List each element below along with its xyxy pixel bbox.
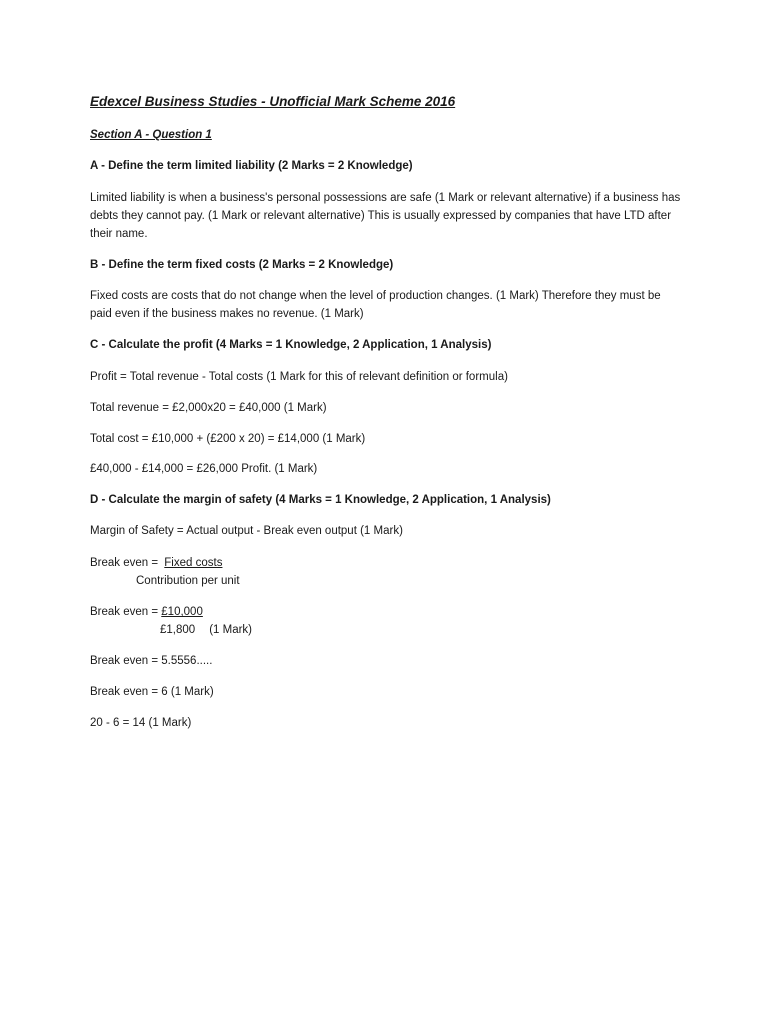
margin-of-safety-formula: Margin of Safety = Actual output - Break even output (1 Mark) <box>90 525 403 537</box>
question-c-line-4: £40,000 - £14,000 = £26,000 Profit. (1 Mark) <box>90 463 318 475</box>
break-even-formula <box>90 554 222 572</box>
break-even-prefix: Break even = <box>90 557 162 569</box>
question-c-line-1: Profit = Total revenue - Total costs (1 Mark for this of relevant definition or formula) <box>90 371 508 383</box>
question-c-line-3: Total cost = £10,000 + (£200 x 20) = £14,000 (1 Mark) <box>90 433 366 445</box>
question-b-heading: B - Define the term fixed costs (2 Marks = 2 Knowledge) <box>90 259 394 271</box>
question-c-heading: C - Calculate the profit (4 Marks = 1 Knowledge, 2 Application, 1 Analysis) <box>90 339 492 351</box>
break-even-values-denominator-value: £1,800 <box>160 624 196 636</box>
margin-of-safety-result: 20 - 6 = 14 (1 Mark) <box>90 717 192 729</box>
break-even-values-mark: (1 Mark) <box>209 624 252 636</box>
break-even-values <box>90 603 203 621</box>
section-heading: Section A - Question 1 <box>90 129 212 141</box>
question-a-heading: A - Define the term limited liability (2 Marks = 2 Knowledge) <box>90 160 413 172</box>
question-a-line-1: Limited liability is when a business's personal possessions are safe (1 Mark or relevant alternative) if a business has <box>90 192 681 204</box>
break-even-values-numerator: £10,000 <box>161 606 203 618</box>
question-b-line-1: Fixed costs are costs that do not change when the level of production changes. (1 Mark) Therefore they must be <box>90 290 661 302</box>
break-even-decimal: Break even = 5.5556..... <box>90 655 213 667</box>
document-title: Edexcel Business Studies - Unofficial Mark Scheme 2016 <box>90 94 456 109</box>
break-even-denominator: Contribution per unit <box>136 575 240 587</box>
question-a-line-2: debts they cannot pay. (1 Mark or relevant alternative) This is usually expressed by companies that have LTD after <box>90 210 672 222</box>
break-even-values-denominator <box>160 621 252 639</box>
question-a-line-3: their name. <box>90 228 148 240</box>
question-d-heading: D - Calculate the margin of safety (4 Marks = 1 Knowledge, 2 Application, 1 Analysis) <box>90 494 551 506</box>
break-even-numerator: Fixed costs <box>164 557 223 569</box>
question-c-line-2: Total revenue = £2,000x20 = £40,000 (1 Mark) <box>90 402 327 414</box>
break-even-rounded: Break even = 6 (1 Mark) <box>90 686 214 698</box>
question-b-line-2: paid even if the business makes no revenue. (1 Mark) <box>90 308 364 320</box>
break-even-values-prefix: Break even = <box>90 606 162 618</box>
